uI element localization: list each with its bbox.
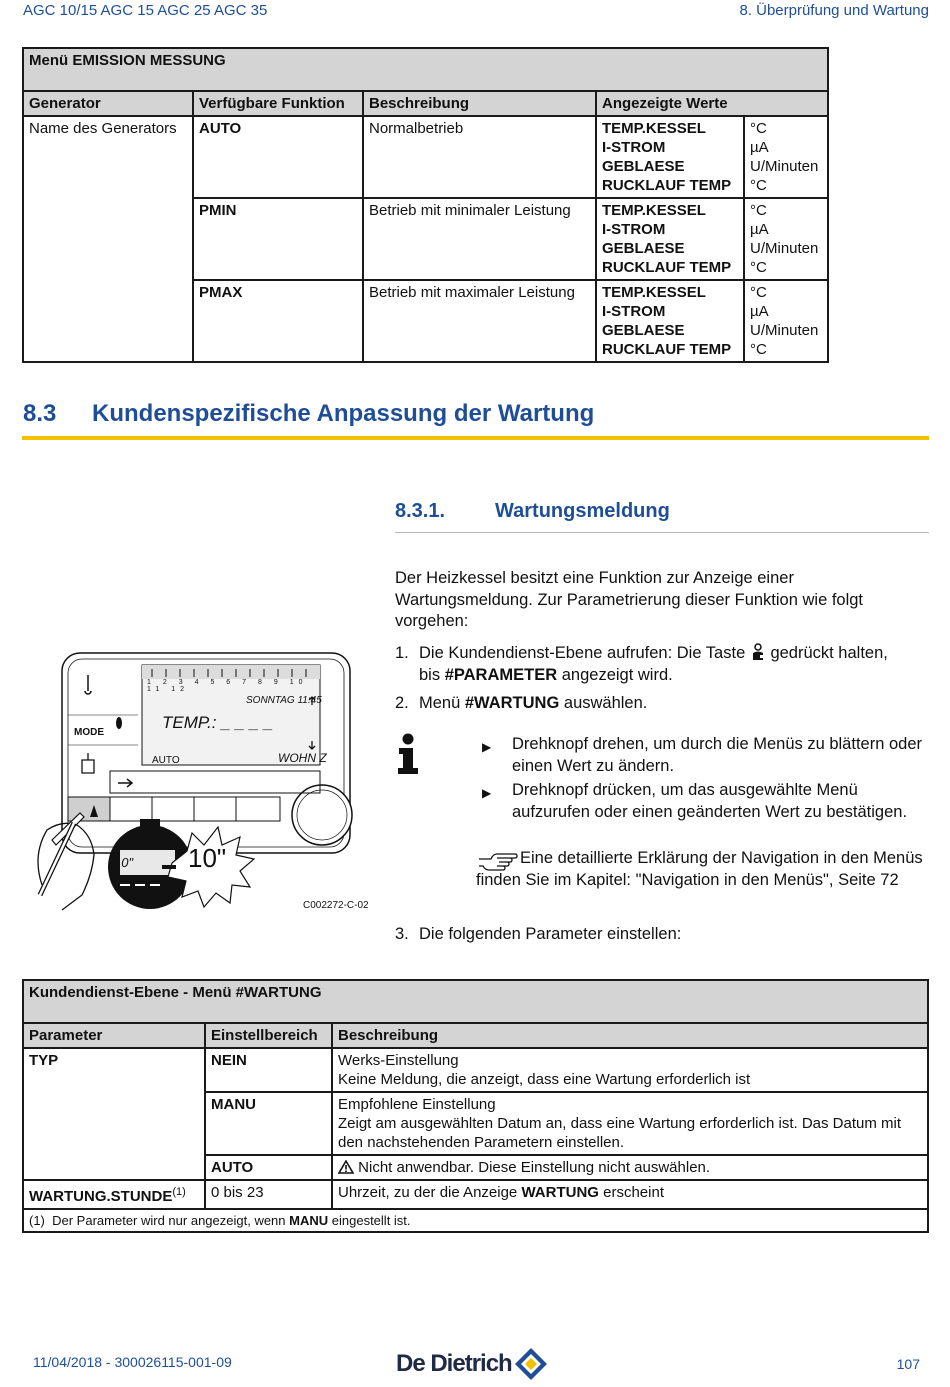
value-label: TEMP.KESSEL (602, 120, 706, 137)
arrow-right-icon: ▶ (482, 740, 492, 754)
value-label: GEBLAESE (602, 322, 685, 339)
value-label: I-STROM (602, 139, 666, 156)
step-3 (395, 924, 935, 946)
step-number: 3. (395, 925, 409, 943)
timer-burst-label: 10" (188, 843, 227, 873)
display-day-time: SONNTAG 11:45 (246, 695, 322, 706)
unit-label: U/Minuten (750, 158, 819, 175)
step-text: Die folgenden Parameter einstellen: (419, 925, 682, 943)
table-row (23, 1180, 928, 1209)
unit-label: °C (750, 259, 767, 276)
day-number: 12 (171, 686, 190, 693)
subsection-title: Wartungsmeldung (495, 500, 670, 522)
param-wartung-stunde (23, 1180, 205, 1209)
unit-label: µA (750, 139, 769, 156)
day-number: 2 (162, 679, 172, 686)
footnote-text: Der Parameter wird nur angezeigt, wenn (52, 1213, 286, 1228)
step-text: Menü (419, 694, 461, 712)
brand-diamond-icon (514, 1347, 548, 1381)
intro-paragraph: Der Heizkessel besitzt eine Funktion zur Anzeige einer Wartungsmeldung. Zur Parametrierung dieser Funktion wie folgt vorgehen: (395, 569, 864, 630)
desc-line: Werks-Einstellung (338, 1052, 459, 1069)
menu-keyword: #WARTUNG (464, 694, 560, 712)
mode-button-label: MODE (74, 727, 104, 738)
day-number: 7 (242, 679, 252, 686)
footnote-mark: (1) (29, 1213, 45, 1228)
col-header-description: Beschreibung (363, 91, 596, 116)
step-text: angezeigt wird. (561, 665, 673, 684)
desc-text: Nicht anwendbar. Diese Einstellung nicht auswählen. (358, 1159, 711, 1176)
brand-logo (396, 1347, 548, 1381)
value-label: GEBLAESE (602, 158, 685, 175)
info-icon (396, 733, 420, 775)
range-auto: AUTO (205, 1155, 332, 1180)
day-number: 11 (147, 686, 165, 693)
desc-text: Uhrzeit, zu der die Anzeige (338, 1184, 518, 1201)
step-1 (395, 643, 935, 686)
display-temp-label: TEMP.: _ _ _ _ (162, 713, 274, 732)
header-chapter: 8. Überprüfung und Wartung (739, 2, 929, 19)
day-number: 6 (226, 679, 236, 686)
value-label: I-STROM (602, 221, 666, 238)
control-panel-illustration (22, 645, 377, 915)
col-header-description: Beschreibung (332, 1023, 928, 1048)
values-cell (596, 280, 744, 362)
units-cell (744, 198, 828, 280)
desc-line: Keine Meldung, die anzeigt, dass eine Wartung erforderlich ist (338, 1071, 751, 1088)
values-cell (596, 198, 744, 280)
footnote-ref: (1) (172, 1186, 186, 1198)
desc-text: erscheint (603, 1184, 664, 1201)
unit-label: µA (750, 221, 769, 238)
bullet-text: Drehknopf drehen, um durch die Menüs zu blättern oder einen Wert zu ändern. (512, 735, 922, 775)
unit-label: µA (750, 303, 769, 320)
function-cell: PMIN (193, 198, 363, 280)
value-label: GEBLAESE (602, 240, 685, 257)
brand-name: De Dietrich (396, 1350, 512, 1377)
footnote-keyword: MANU (289, 1213, 329, 1228)
step-text: bis (419, 665, 441, 684)
desc-nein (332, 1048, 928, 1092)
values-cell (596, 116, 744, 198)
stopwatch-display: 10" (114, 855, 134, 870)
day-number: 4 (194, 679, 204, 686)
unit-label: U/Minuten (750, 240, 819, 257)
pointing-hand-icon (477, 851, 519, 871)
desc-wartung-stunde (332, 1180, 928, 1209)
page-number: 107 (896, 1356, 920, 1372)
value-label: TEMP.KESSEL (602, 202, 706, 219)
generator-cell: Name des Generators (23, 116, 193, 362)
footer-date: 11/04/2018 - 300026115-001-09 (33, 1354, 232, 1370)
desc-auto (332, 1155, 928, 1180)
parameter-keyword: #PARAMETER (444, 665, 558, 684)
description-cell: Betrieb mit maximaler Leistung (363, 280, 596, 362)
unit-label: °C (750, 284, 767, 301)
units-cell (744, 116, 828, 198)
col-header-values: Angezeigte Werte (596, 91, 828, 116)
day-number: 8 (258, 679, 267, 686)
reference-paragraph: Eine detaillierte Erklärung der Navigation in den Menüs finden Sie im Kapitel: "Navigation in den Menüs", Seite 72 (476, 849, 923, 889)
section-rule (22, 436, 929, 440)
warning-icon (338, 1160, 354, 1174)
function-cell: PMAX (193, 280, 363, 362)
service-key-icon (750, 643, 766, 661)
emission-table (22, 47, 829, 363)
value-label: I-STROM (602, 303, 666, 320)
param-typ: TYP (23, 1048, 205, 1180)
description-cell: Normalbetrieb (363, 116, 596, 198)
col-header-parameter: Parameter (23, 1023, 205, 1048)
step-text: gedrückt halten, (770, 644, 888, 662)
subsection-rule (395, 532, 929, 533)
range-wartung-stunde: 0 bis 23 (205, 1180, 332, 1209)
display-zone-label: WOHN Z (278, 751, 327, 765)
step-number: 1. (395, 644, 409, 662)
step-text: Die Kundendienst-Ebene aufrufen: Die Taste (419, 644, 746, 662)
desc-manu (332, 1092, 928, 1155)
param-name: WARTUNG.STUNDE (29, 1188, 173, 1205)
value-label: RUCKLAUF TEMP (602, 259, 732, 276)
emission-table-caption: Menü EMISSION MESSUNG (23, 48, 828, 91)
section-number: 8.3 (23, 400, 57, 427)
step-2 (395, 693, 935, 715)
value-label: RUCKLAUF TEMP (602, 177, 732, 194)
day-numbers (147, 679, 317, 693)
day-number: 9 (273, 679, 283, 686)
table-footnote (23, 1209, 928, 1232)
day-number: 10 (289, 679, 308, 686)
note-bullet-2 (482, 780, 932, 823)
desc-keyword: WARTUNG (521, 1184, 599, 1201)
unit-label: U/Minuten (750, 322, 819, 339)
unit-label: °C (750, 202, 767, 219)
table-row (23, 1048, 928, 1092)
bullet-text: Drehknopf drücken, um das ausgewählte Menü aufzurufen oder einen geänderten Wert zu bestätigen. (512, 781, 908, 821)
unit-label: °C (750, 177, 767, 194)
note-bullet-1 (482, 734, 932, 777)
display-auto-label: AUTO (152, 755, 180, 766)
desc-line: Empfohlene Einstellung (338, 1096, 496, 1113)
day-number: 3 (178, 679, 188, 686)
desc-line: Zeigt am ausgewählten Datum an, dass eine Wartung erforderlich ist. Das Datum mit den nachstehenden Parametern einstellen. (338, 1115, 902, 1151)
subsection-number: 8.3.1. (395, 500, 446, 522)
description-cell: Betrieb mit minimaler Leistung (363, 198, 596, 280)
day-number: 1 (147, 679, 156, 686)
range-nein: NEIN (205, 1048, 332, 1092)
unit-label: °C (750, 120, 767, 137)
figure-code: C002272-C-02 (303, 900, 369, 911)
section-title: Kundenspezifische Anpassung der Wartung (92, 400, 595, 427)
table-footnote-row (23, 1209, 928, 1232)
col-header-generator: Generator (23, 91, 193, 116)
table-row (23, 116, 828, 198)
step-text: auswählen. (563, 694, 648, 712)
units-cell (744, 280, 828, 362)
value-label: TEMP.KESSEL (602, 284, 706, 301)
header-doc-title: AGC 10/15 AGC 15 AGC 25 AGC 35 (23, 2, 268, 19)
unit-label: °C (750, 341, 767, 358)
wartung-table-caption: Kundendienst-Ebene - Menü #WARTUNG (23, 980, 928, 1023)
function-cell: AUTO (193, 116, 363, 198)
footnote-text: eingestellt ist. (331, 1213, 411, 1228)
col-header-function: Verfügbare Funktion (193, 91, 363, 116)
range-manu: MANU (205, 1092, 332, 1155)
arrow-right-icon: ▶ (482, 786, 492, 800)
value-label: RUCKLAUF TEMP (602, 341, 732, 358)
day-number: 5 (210, 679, 220, 686)
col-header-range: Einstellbereich (205, 1023, 332, 1048)
wartung-table (22, 979, 929, 1233)
step-number: 2. (395, 694, 409, 712)
